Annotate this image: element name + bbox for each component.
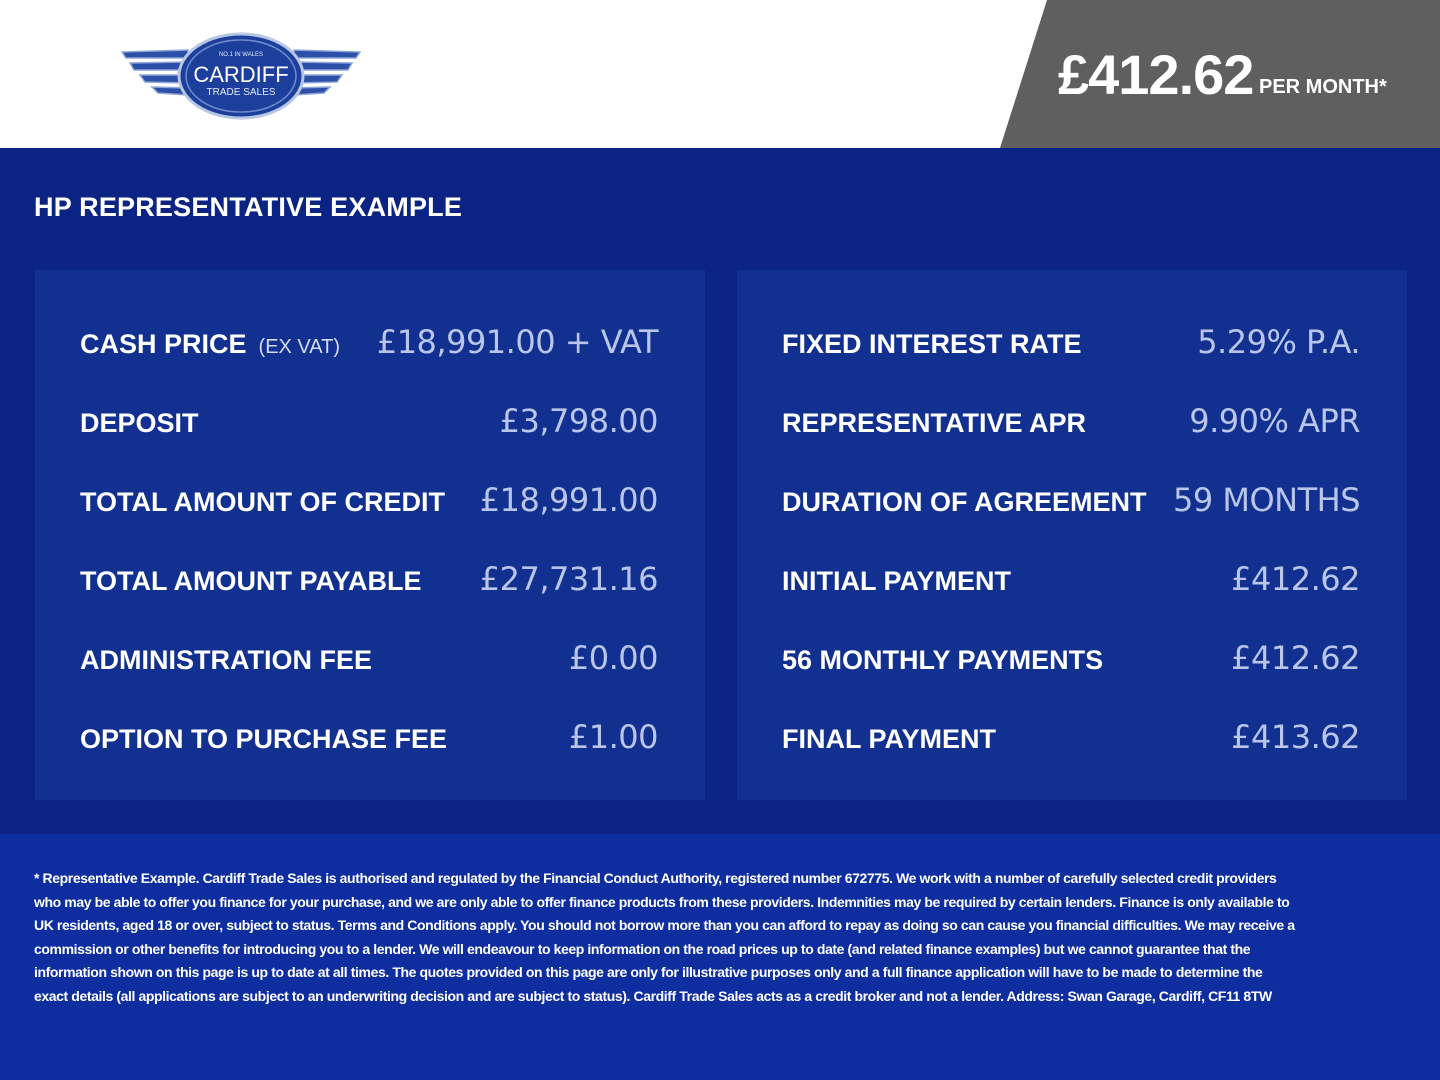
finance-row xyxy=(35,403,705,443)
finance-row xyxy=(737,640,1407,680)
row-value: £0.00 xyxy=(568,639,658,677)
finance-row xyxy=(35,719,705,759)
header xyxy=(0,0,1440,148)
finance-row xyxy=(737,482,1407,522)
logo-sub-text: TRADE SALES xyxy=(206,87,276,98)
row-label: FINAL PAYMENT xyxy=(782,724,997,754)
section-title: HP REPRESENTATIVE EXAMPLE xyxy=(34,192,463,222)
row-value: £3,798.00 xyxy=(499,402,658,440)
finance-row xyxy=(737,324,1407,364)
row-value: £18,991.00 xyxy=(479,481,658,519)
row-value: £412.62 xyxy=(1231,639,1360,677)
finance-row xyxy=(35,324,705,364)
logo-top-text: NO.1 IN WALES xyxy=(218,52,264,58)
finance-row xyxy=(737,403,1407,443)
disclaimer-text: * Representative Example. Cardiff Trade Sales is authorised and regulated by the Financial Conduct Authority, registered number 672775. We work with a number of carefully selected credit providers who may be able to offer you finance for your purchase, and we are only able to offer finance products from these providers. Indemnities may be required by certain lenders. Finance is only available to UK residents, aged 18 or over, subject to status. Terms and Conditions apply. You should not borrow more than you can afford to repay as doing so can cause you financial difficulties. We may receive a commission or other benefits for introducing you to a lender. We will endeavour to keep information on the road prices up to date (and related finance examples) but we cannot guarantee that the information shown on this page is up to date at all times. The quotes provided on this page are only for illustrative purposes only and a full finance application will have to be made to determine the exact details (all applications are subject to an underwriting decision and are subject to status). Cardiff Trade Sales acts as a credit broker and not a lender. Address: Swan Garage, Cardiff, CF11 8TW xyxy=(34,870,1295,1004)
finance-row xyxy=(737,719,1407,759)
row-label: TOTAL AMOUNT PAYABLE xyxy=(80,566,422,596)
row-value: £1.00 xyxy=(568,718,658,756)
row-label-sub: (EX VAT) xyxy=(258,336,341,358)
row-label: 56 MONTHLY PAYMENTS xyxy=(782,645,1104,675)
row-value: 5.29% P.A. xyxy=(1197,323,1360,361)
row-value: £18,991.00 + VAT xyxy=(376,323,658,361)
finance-example-section xyxy=(0,148,1440,834)
row-label: TOTAL AMOUNT OF CREDIT xyxy=(80,487,445,517)
cardiff-trade-sales-logo xyxy=(118,30,364,122)
right-finance-panel xyxy=(737,270,1407,800)
row-label xyxy=(80,324,340,367)
monthly-price: £412.62 xyxy=(1058,43,1254,106)
left-finance-panel xyxy=(35,270,705,800)
row-label-text: CASH PRICE xyxy=(80,329,247,359)
finance-row xyxy=(737,561,1407,601)
row-label: ADMINISTRATION FEE xyxy=(80,645,372,675)
row-label: REPRESENTATIVE APR xyxy=(782,408,1087,438)
row-value: £412.62 xyxy=(1231,560,1360,598)
row-value: £413.62 xyxy=(1231,718,1360,756)
row-label: OPTION TO PURCHASE FEE xyxy=(80,724,448,754)
row-label: DEPOSIT xyxy=(80,408,199,438)
finance-row xyxy=(35,482,705,522)
footer xyxy=(0,834,1440,1080)
row-value: 9.90% APR xyxy=(1189,402,1360,440)
row-label: INITIAL PAYMENT xyxy=(782,566,1012,596)
finance-row xyxy=(35,640,705,680)
row-label: FIXED INTEREST RATE xyxy=(782,329,1082,359)
row-value: £27,731.16 xyxy=(479,560,658,598)
row-label: DURATION OF AGREEMENT xyxy=(782,487,1147,517)
logo-name: CARDIFF xyxy=(193,62,289,87)
monthly-price-suffix: PER MONTH* xyxy=(1259,76,1387,98)
finance-row xyxy=(35,561,705,601)
row-value: 59 MONTHS xyxy=(1172,481,1360,519)
